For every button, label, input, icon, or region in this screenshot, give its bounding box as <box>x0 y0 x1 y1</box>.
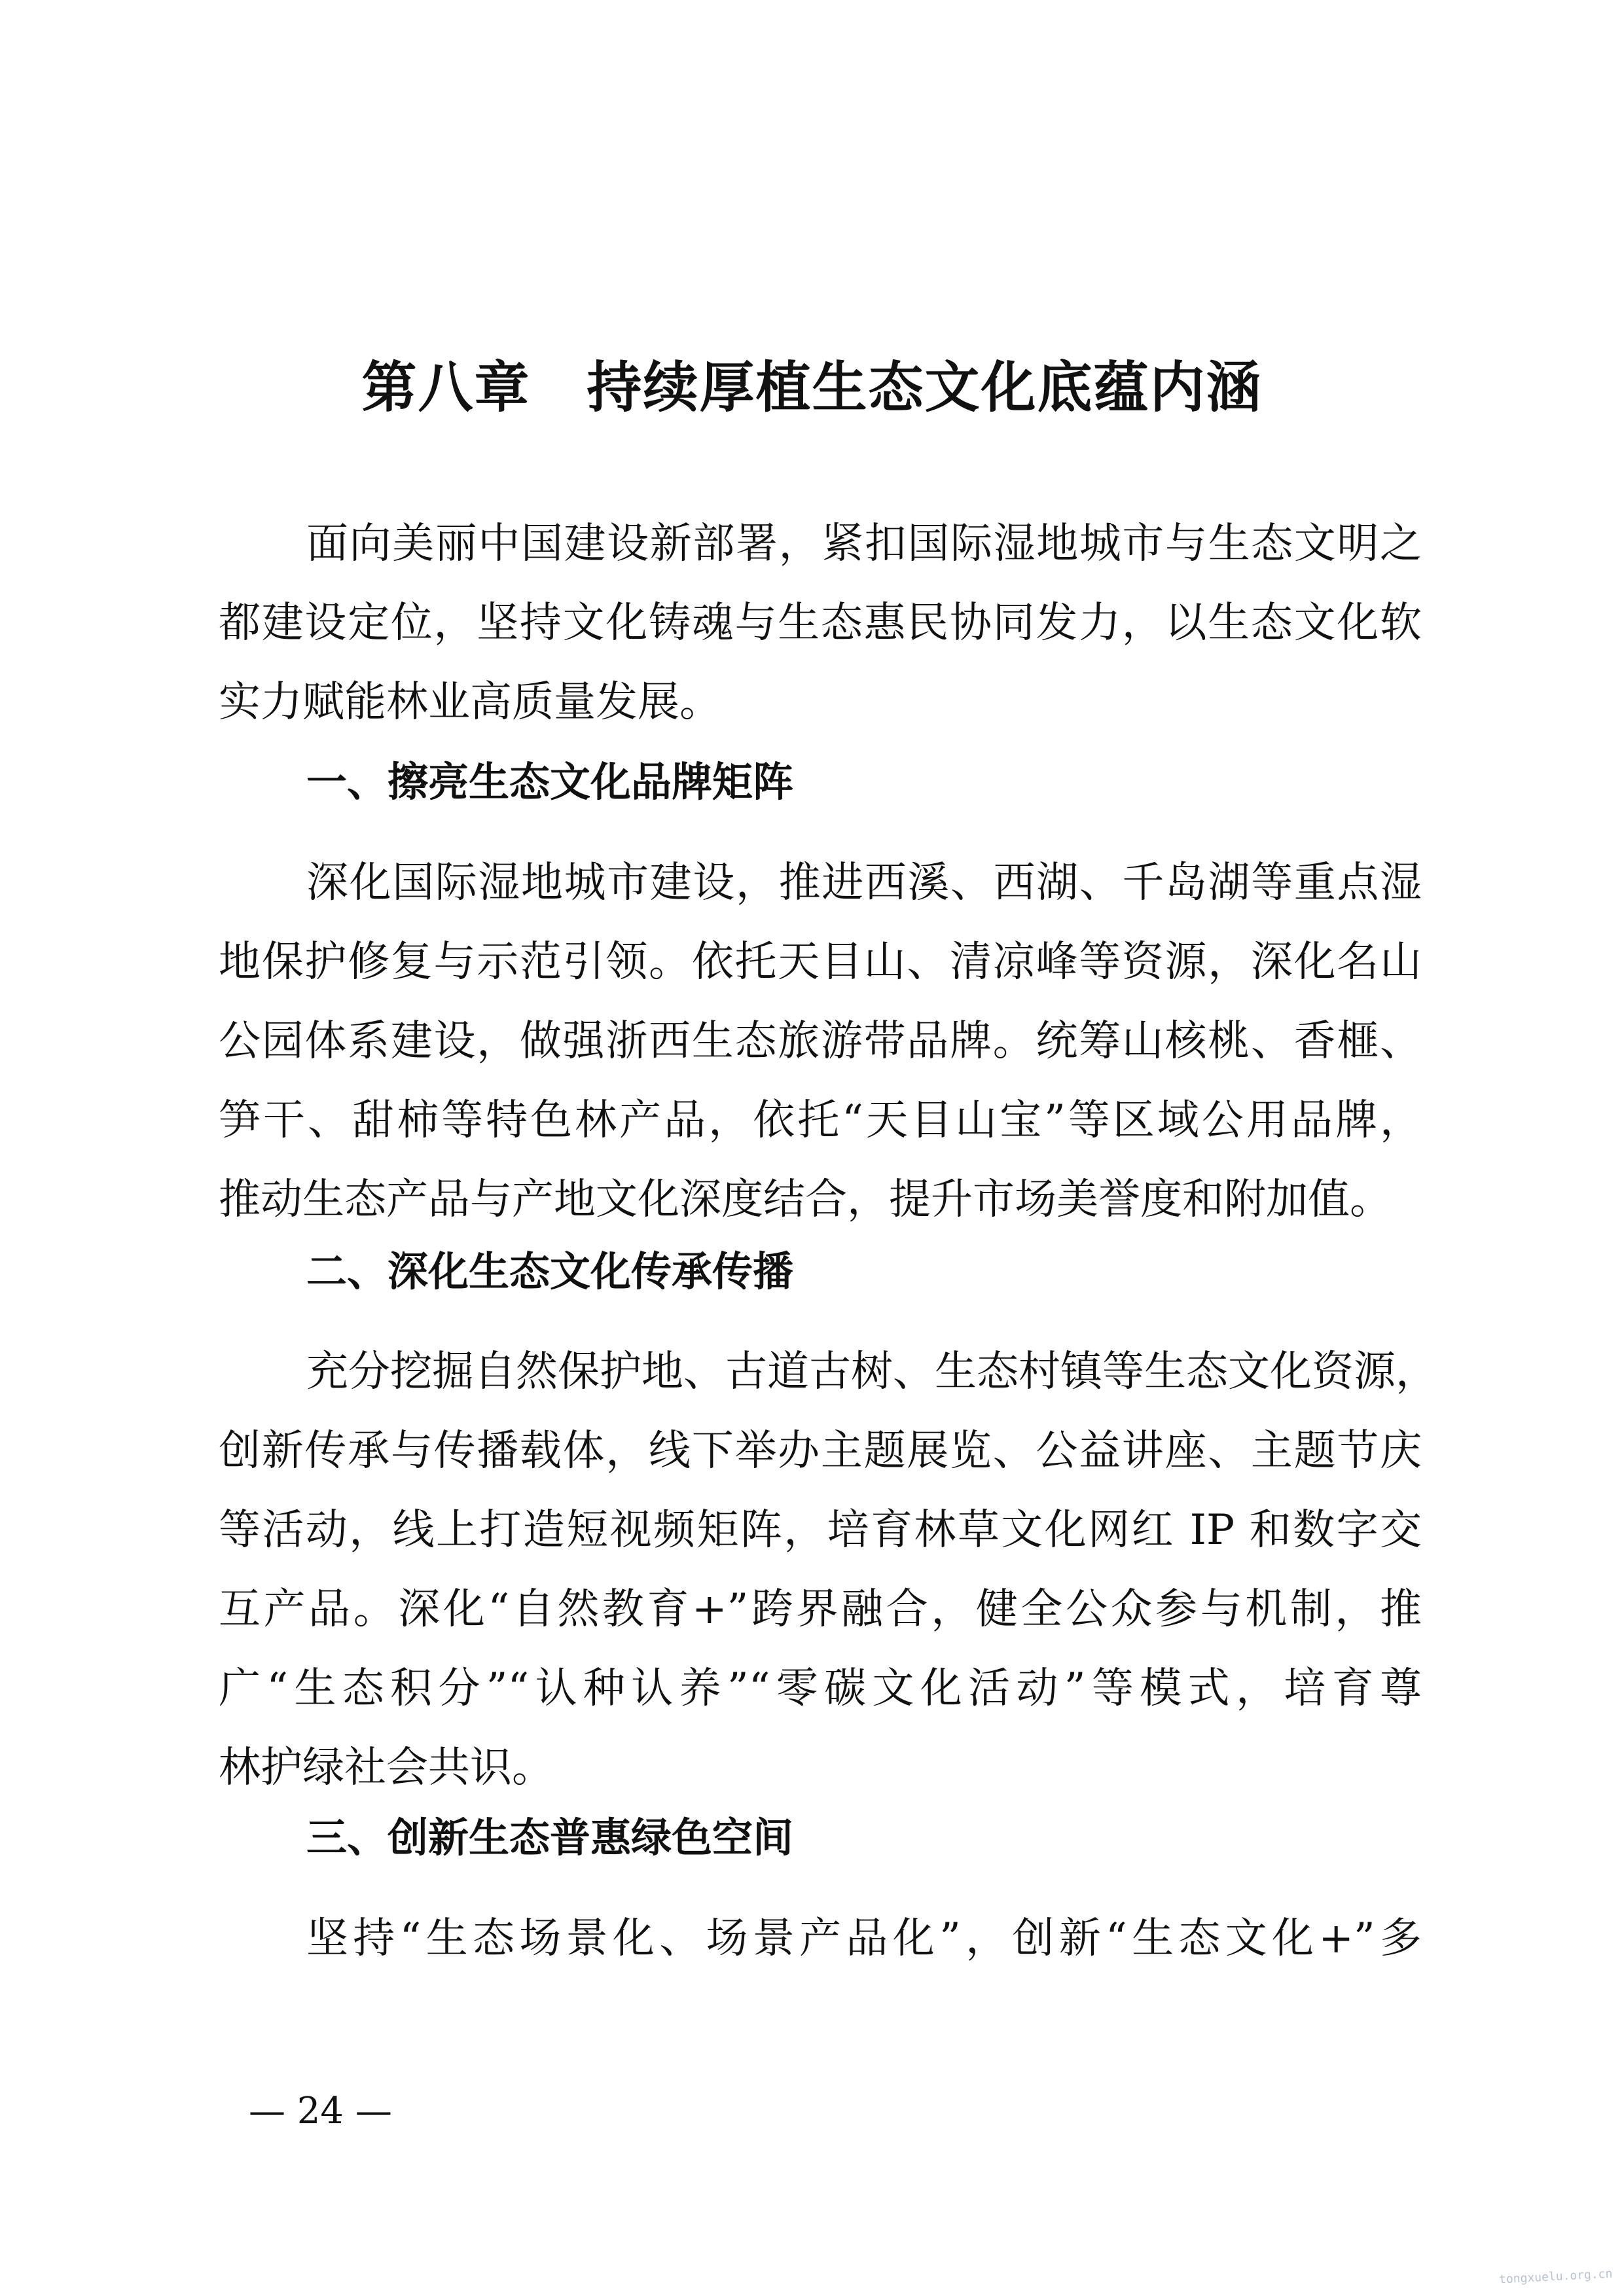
paragraph-line: 公园体系建设，做强浙西生态旅游带品牌。统筹山核桃、香榧、 <box>219 1017 1422 1066</box>
section-1-paragraph <box>219 844 1422 1240</box>
watermark: tongxuelu.org.cn <box>1498 2267 1613 2287</box>
paragraph-line: 互产品。深化“自然教育+”跨界融合，健全公众参与机制，推 <box>219 1585 1422 1634</box>
section-heading: 一、擦亮生态文化品牌矩阵 <box>306 758 794 806</box>
paragraph-line: 广“生态积分”“认种认养”“零碳文化活动”等模式，培育尊 <box>219 1664 1422 1713</box>
paragraph-line: 实力赋能林业高质量发展。 <box>219 678 721 726</box>
section-heading: 二、深化生态文化传承传播 <box>306 1247 794 1295</box>
paragraph-line: 面向美丽中国建设新部署，紧扣国际湿地城市与生态文明之 <box>306 520 1422 568</box>
paragraph-line: 坚持“生态场景化、场景产品化”，创新“生态文化+”多 <box>306 1914 1422 1963</box>
paragraph-line: 等活动，线上打造短视频矩阵，培育林草文化网红 IP 和数字交 <box>219 1506 1422 1554</box>
paragraph-line: 创新传承与传播载体，线下举办主题展览、公益讲座、主题节庆 <box>219 1427 1422 1475</box>
paragraph-line: 推动生态产品与产地文化深度结合，提升市场美誉度和附加值。 <box>219 1175 1392 1224</box>
chapter-title: 第八章 持续厚植生态文化底蕴内涵 <box>361 355 1263 420</box>
paragraph-line: 林护绿社会共识。 <box>219 1744 554 1792</box>
paragraph-line: 深化国际湿地城市建设，推进西溪、西湖、千岛湖等重点湿 <box>306 859 1422 907</box>
section-3-paragraph <box>219 1899 1422 1979</box>
paragraph-line: 都建设定位，坚持文化铸魂与生态惠民协同发力，以生态文化软 <box>219 599 1422 647</box>
intro-paragraph <box>219 505 1422 742</box>
section-heading: 三、创新生态普惠绿色空间 <box>306 1814 794 1861</box>
paragraph-line: 充分挖掘自然保护地、古道古树、生态村镇等生态文化资源， <box>306 1348 1437 1396</box>
section-2-paragraph <box>219 1333 1437 1808</box>
paragraph-line: 地保护修复与示范引领。依托天目山、清凉峰等资源，深化名山 <box>219 938 1422 986</box>
paragraph-line: 笋干、甜柿等特色林产品，依托“天目山宝”等区域公用品牌， <box>219 1096 1422 1145</box>
page-number: — 24 — <box>249 2090 392 2132</box>
